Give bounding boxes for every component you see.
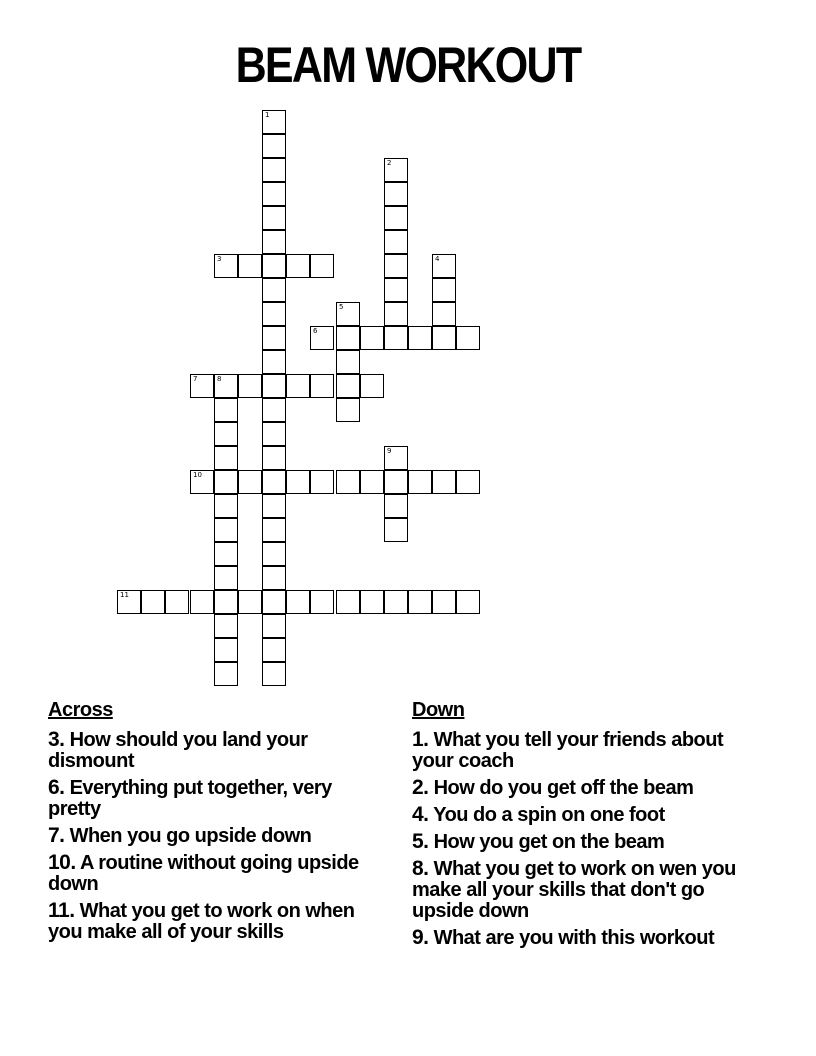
grid-cell[interactable] [336, 350, 360, 374]
grid-cell[interactable] [262, 398, 286, 422]
grid-cell[interactable] [432, 302, 456, 326]
cell-number: 6 [313, 327, 318, 335]
grid-cell[interactable] [262, 662, 286, 686]
grid-cell[interactable] [117, 590, 141, 614]
grid-cell[interactable] [262, 518, 286, 542]
cell-number: 11 [120, 591, 129, 599]
grid-cell[interactable] [310, 254, 334, 278]
down-clue-2 [412, 777, 752, 799]
grid-cell[interactable] [384, 302, 408, 326]
grid-cell[interactable] [384, 494, 408, 518]
grid-cell[interactable] [384, 446, 408, 470]
grid-cell[interactable] [214, 422, 238, 446]
down-clues [412, 700, 752, 954]
down-clue-9 [412, 927, 752, 949]
grid-cell[interactable] [360, 374, 384, 398]
grid-cell[interactable] [408, 326, 432, 350]
across-clue-11 [48, 900, 378, 943]
across-heading: Across [48, 699, 113, 721]
grid-cell[interactable] [310, 590, 334, 614]
cell-number: 5 [339, 303, 344, 311]
grid-cell[interactable] [262, 254, 286, 278]
grid-cell[interactable] [360, 470, 384, 494]
clue-number: 2. [412, 776, 429, 799]
clue-text: When you go upside down [64, 825, 312, 847]
grid-cell[interactable] [262, 110, 286, 134]
grid-cell[interactable] [190, 470, 214, 494]
grid-cell[interactable] [238, 590, 262, 614]
grid-cell[interactable] [360, 590, 384, 614]
grid-cell[interactable] [141, 590, 165, 614]
grid-cell[interactable] [214, 566, 238, 590]
clue-text: What you get to work on when you make all of your skills [48, 900, 355, 943]
grid-cell[interactable] [214, 518, 238, 542]
grid-cell[interactable] [262, 614, 286, 638]
grid-cell[interactable] [214, 398, 238, 422]
clue-text: What are you with this workout [428, 927, 715, 949]
grid-cell[interactable] [360, 326, 384, 350]
clue-number: 6. [48, 776, 65, 799]
page-title: BEAM WORKOUT [235, 37, 581, 93]
grid-cell[interactable] [262, 590, 286, 614]
grid-cell[interactable] [165, 590, 189, 614]
down-clue-1 [412, 729, 752, 772]
grid-cell[interactable] [336, 590, 360, 614]
grid-cell[interactable] [384, 158, 408, 182]
cell-number: 1 [265, 111, 270, 119]
grid-cell[interactable] [262, 566, 286, 590]
grid-cell[interactable] [384, 326, 408, 350]
grid-cell[interactable] [336, 470, 360, 494]
down-clue-8 [412, 858, 752, 922]
grid-cell[interactable] [456, 326, 480, 350]
grid-cell[interactable] [432, 326, 456, 350]
grid-cell[interactable] [310, 470, 334, 494]
grid-cell[interactable] [310, 374, 334, 398]
grid-cell[interactable] [262, 494, 286, 518]
clue-text: How should you land your dismount [48, 729, 308, 772]
grid-cell[interactable] [408, 470, 432, 494]
down-clue-4 [412, 804, 752, 826]
clue-number: 1. [412, 728, 429, 751]
grid-cell[interactable] [286, 470, 310, 494]
grid-cell[interactable] [238, 470, 262, 494]
grid-cell[interactable] [214, 542, 238, 566]
grid-cell[interactable] [262, 326, 286, 350]
cell-number: 9 [387, 447, 392, 455]
clue-number: 5. [412, 830, 429, 853]
clue-text: How do you get off the beam [428, 777, 694, 799]
cell-number: 2 [387, 159, 392, 167]
down-clue-5 [412, 831, 752, 853]
clue-number: 4. [412, 803, 429, 826]
down-heading: Down [412, 699, 465, 721]
grid-cell[interactable] [262, 350, 286, 374]
grid-cell[interactable] [190, 590, 214, 614]
grid-cell[interactable] [262, 182, 286, 206]
clue-text: What you tell your friends about your coach [412, 729, 724, 772]
cell-number: 10 [193, 471, 202, 479]
cell-number: 7 [193, 375, 198, 383]
grid-cell[interactable] [432, 278, 456, 302]
clue-number: 7. [48, 824, 65, 847]
grid-cell[interactable] [262, 134, 286, 158]
grid-cell[interactable] [214, 590, 238, 614]
grid-cell[interactable] [262, 206, 286, 230]
clue-number: 9. [412, 926, 429, 949]
grid-cell[interactable] [384, 206, 408, 230]
grid-cell[interactable] [214, 614, 238, 638]
grid-cell[interactable] [262, 446, 286, 470]
grid-cell[interactable] [262, 374, 286, 398]
across-clue-10 [48, 852, 378, 895]
grid-cell[interactable] [336, 302, 360, 326]
clue-number: 11. [48, 899, 75, 922]
cell-number: 3 [217, 255, 222, 263]
clue-text: A routine without going upside down [48, 852, 359, 895]
grid-cell[interactable] [432, 470, 456, 494]
grid-cell[interactable] [286, 254, 310, 278]
grid-cell[interactable] [384, 182, 408, 206]
clue-text: Everything put together, very pretty [48, 777, 332, 820]
grid-cell[interactable] [238, 374, 262, 398]
grid-cell[interactable] [190, 374, 214, 398]
grid-cell[interactable] [336, 398, 360, 422]
grid-cell[interactable] [262, 542, 286, 566]
grid-cell[interactable] [262, 158, 286, 182]
grid-cell[interactable] [286, 374, 310, 398]
grid-cell[interactable] [262, 470, 286, 494]
clue-number: 10. [48, 851, 76, 874]
grid-cell[interactable] [262, 230, 286, 254]
grid-cell[interactable] [384, 590, 408, 614]
grid-cell[interactable] [384, 278, 408, 302]
grid-cell[interactable] [214, 494, 238, 518]
grid-cell[interactable] [214, 446, 238, 470]
grid-cell[interactable] [336, 326, 360, 350]
cell-number: 4 [435, 255, 440, 263]
grid-cell[interactable] [214, 254, 238, 278]
grid-cell[interactable] [238, 254, 262, 278]
clue-text: What you get to work on wen you make all your skills that don't go upside down [412, 858, 736, 922]
grid-cell[interactable] [456, 590, 480, 614]
grid-cell[interactable] [432, 590, 456, 614]
grid-cell[interactable] [214, 374, 238, 398]
grid-cell[interactable] [384, 518, 408, 542]
grid-cell[interactable] [408, 590, 432, 614]
across-clue-7 [48, 825, 378, 847]
grid-cell[interactable] [262, 638, 286, 662]
grid-cell[interactable] [286, 590, 310, 614]
grid-cell[interactable] [214, 470, 238, 494]
grid-cell[interactable] [336, 374, 360, 398]
clue-text: How you get on the beam [428, 831, 665, 853]
grid-cell[interactable] [456, 470, 480, 494]
across-clue-3 [48, 729, 378, 772]
clue-text: You do a spin on one foot [428, 804, 665, 826]
grid-cell[interactable] [262, 302, 286, 326]
clue-number: 3. [48, 728, 65, 751]
across-clue-6 [48, 777, 378, 820]
grid-cell[interactable] [262, 422, 286, 446]
grid-cell[interactable] [384, 230, 408, 254]
cell-number: 8 [217, 375, 222, 383]
grid-cell[interactable] [310, 326, 334, 350]
grid-cell[interactable] [384, 470, 408, 494]
across-clues [48, 700, 378, 948]
grid-cell[interactable] [214, 662, 238, 686]
grid-cell[interactable] [384, 254, 408, 278]
clue-number: 8. [412, 857, 429, 880]
grid-cell[interactable] [214, 638, 238, 662]
grid-cell[interactable] [262, 278, 286, 302]
grid-cell[interactable] [432, 254, 456, 278]
